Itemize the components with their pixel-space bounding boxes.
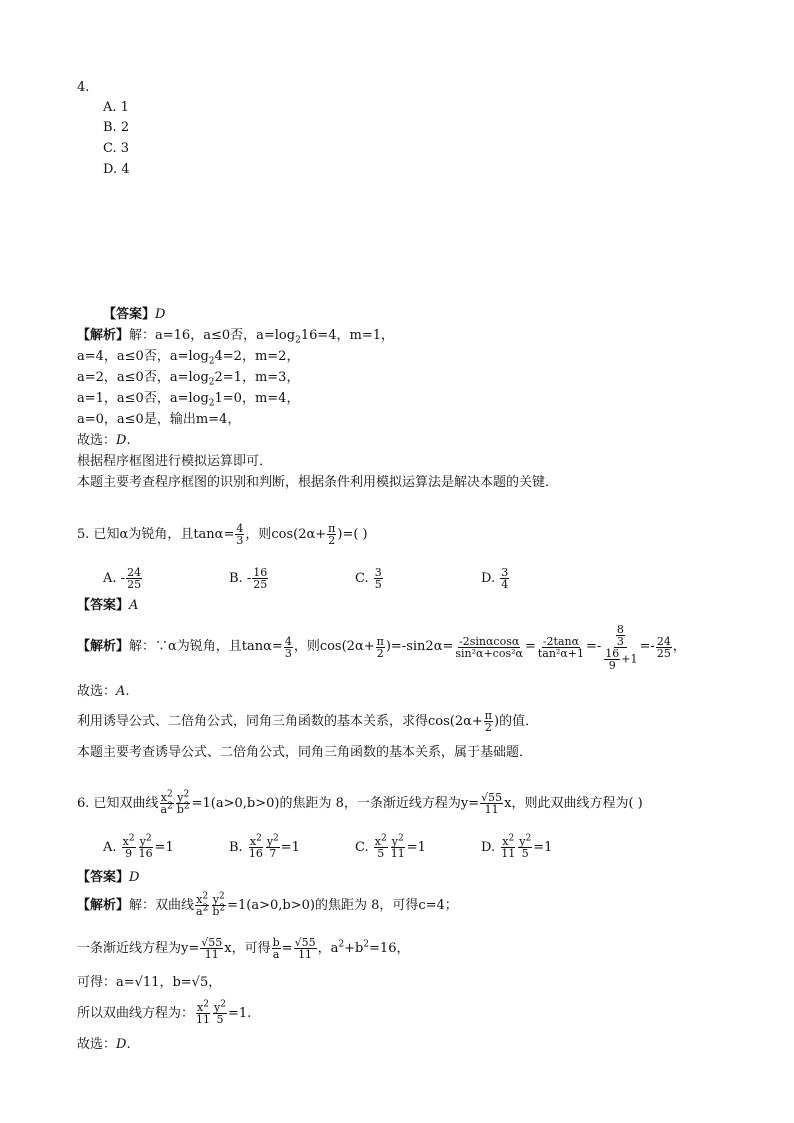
q4-analysis-line-5: a=0，a≤0是，输出m=4， — [77, 412, 241, 427]
fraction: $\frac{4}{3}$ — [236, 522, 244, 547]
q5-answer: 【答案】A — [77, 598, 139, 613]
q4-analysis-line-2: a=4，a≤0否，$a=\log_24=2$，m=2， — [77, 349, 300, 367]
q6-option-d: D. $\frac{x^2}{11}$ $\frac{y^2}{5}$ =1 — [481, 833, 553, 860]
q5-option-a: A. - $\frac{24}{25}$ — [103, 566, 142, 591]
q6-choose: 故选：D. — [77, 1037, 131, 1052]
q5-stem: 5. 已知α为锐角，且tanα= $\frac{4}{3}$ ，则cos(2α+ $\frac{\pi}{2}$ )=( ) — [77, 522, 368, 547]
q6-option-a: A. $\frac{x^2}{9}$ $\frac{y^2}{16}$ =1 — [103, 833, 174, 860]
q6-analysis-line-1: 【解析】解：双曲线 $\frac{x^2}{a^2}$ $\frac{y^2}{b^2}$ =1(a>0,b>0)的焦距为 8，可得c=4； — [77, 891, 458, 918]
q6-analysis-line-2: 一条渐近线方程为y= $\frac{√55}{11}$ x，可得 $\frac{b}{a}$ = $\frac{√55}{11}$ ，$a^2+b^2=16$， — [77, 936, 410, 961]
answer-value: D — [155, 307, 166, 322]
q6-option-c: C. $\frac{x^2}{5}$ $\frac{y^2}{11}$ =1 — [355, 833, 426, 860]
q6-option-b: B. $\frac{x^2}{16}$ $\frac{y^2}{7}$ =1 — [229, 833, 300, 860]
q4-answer — [103, 307, 165, 323]
q4-method: 根据程序框图进行模拟运算即可． — [77, 454, 273, 469]
nested-fraction: $\frac{8}{3}$ $\frac{16}{9}$ +1 — [605, 622, 638, 672]
q4-analysis-line-3: a=2，a≤0否，$a=\log_22=1$，m=3， — [77, 370, 300, 388]
q5-analysis: 【解析】 解：∵α为锐角，且tanα= $\frac{4}{3}$ ，则cos(2α+ $\frac{\pi}{2}$ )=-sin2α= $\frac{-2\sin\alpha\cos\alpha}{\text{sin²α+cos²α}}$ = $\frac{-2\tan\alpha}{\text{tan²α+1}}$ = - $\frac{8}{3}$ $\frac{16}{9}$ +1 = - $\frac{24}{25}$ ， — [77, 622, 686, 672]
q6-answer: 【答案】D — [77, 870, 140, 885]
q6-stem: 6. 已知双曲线 $\frac{x^2}{a^2}$ $\frac{y^2}{b^2}$ =1(a>0,b>0)的焦距为 8，一条渐近线方程为y= $\frac{√55}{11}$ x，则此双曲线方程为( ) — [77, 789, 643, 816]
q5-summary: 本题主要考查诱导公式、二倍角公式，同角三角函数的基本关系，属于基础题． — [77, 745, 533, 760]
q4-option-d: D. 4 — [103, 162, 130, 177]
q6-analysis-line-4: 所以双曲线方程为： $\frac{x^2}{11}$ $\frac{y^2}{5}$ =1. — [77, 999, 252, 1026]
q5-option-c: C. $\frac{3}{5}$ — [355, 566, 382, 591]
q4-option-b: B. 2 — [103, 120, 130, 135]
q4-option-c: C. 3 — [103, 141, 130, 156]
q4-choose: 故选：D. — [77, 433, 131, 448]
q5-option-b: B. - $\frac{16}{25}$ — [229, 566, 268, 591]
q4-number: 4. — [77, 80, 90, 95]
q4-summary: 本题主要考查程序框图的识别和判断，根据条件利用模拟运算法是解决本题的关键． — [77, 475, 559, 490]
q5-option-d: D. $\frac{3}{4}$ — [481, 566, 509, 591]
q6-analysis-line-3: 可得：a=√11，b=√5， — [77, 975, 222, 990]
fraction: $\frac{\pi}{2}$ — [328, 522, 336, 547]
q4-option-a: A. 1 — [103, 100, 129, 115]
answer-label: 【答案】 — [103, 307, 156, 322]
q4-analysis-line-1: 【解析】解：a=16，a≤0否，$a=\log_216=4$，m=1， — [77, 328, 395, 346]
analysis-label: 【解析】 — [77, 328, 130, 343]
q5-choose: 故选：A. — [77, 684, 130, 699]
q4-analysis-line-4: a=1，a≤0否，$a=\log_21=0$，m=4， — [77, 391, 300, 409]
q5-method: 利用诱导公式、二倍角公式，同角三角函数的基本关系，求得cos(2α+ $\frac{\pi}{2}$ )的值． — [77, 709, 539, 734]
